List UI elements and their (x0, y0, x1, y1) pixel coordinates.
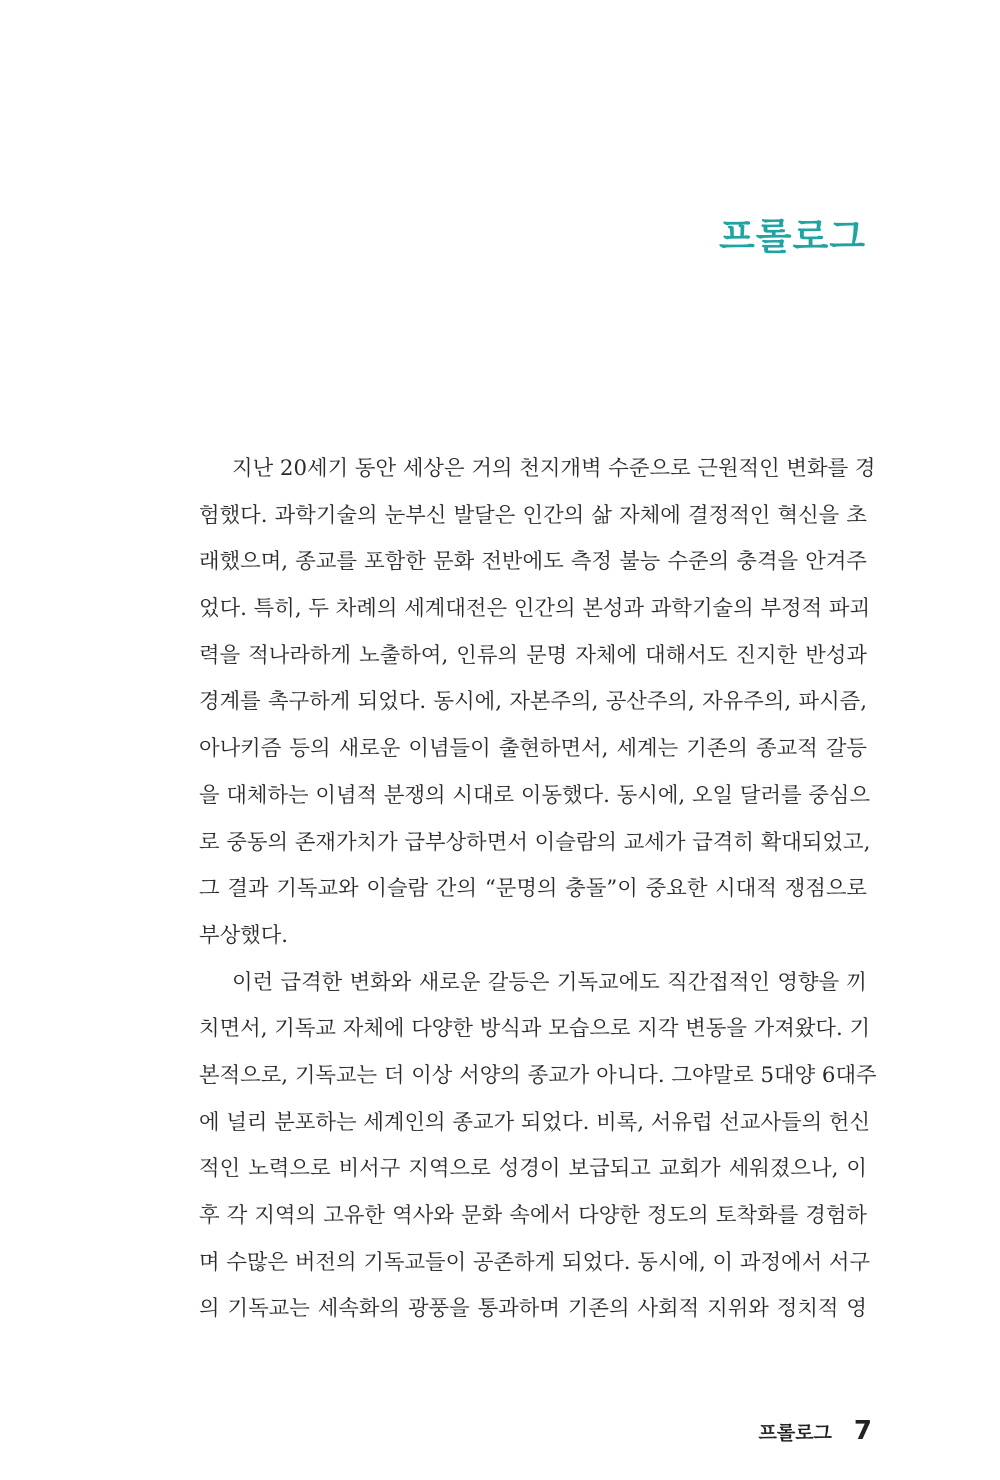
page-footer (758, 1416, 872, 1446)
text-line: 로 중동의 존재가치가 급부상하면서 이슬람의 교세가 급격히 확대되었고, (199, 829, 871, 855)
text-line: 치면서, 기독교 자체에 다양한 방식과 모습으로 지각 변동을 가져왔다. 기 (199, 1016, 871, 1042)
text-line: 에 널리 분포하는 세계인의 종교가 되었다. 비록, 서유럽 선교사들의 헌신 (199, 1109, 871, 1135)
text-line: 지난 20세기 동안 세상은 거의 천지개벽 수준으로 근원적인 변화를 경 (232, 456, 876, 481)
body-text (199, 446, 877, 1333)
text-line: 을 대체하는 이념적 분쟁의 시대로 이동했다. 동시에, 오일 달러를 중심으 (199, 782, 871, 808)
text-line: 부상했다. (199, 922, 289, 948)
text-line: 의 기독교는 세속화의 광풍을 통과하며 기존의 사회적 지위와 정치적 영 (199, 1296, 867, 1322)
text-line: 력을 적나라하게 노출하여, 인류의 문명 자체에 대해서도 진지한 반성과 (199, 642, 867, 668)
paragraph-2 (199, 960, 877, 1334)
text-line: 이런 급격한 변화와 새로운 갈등은 기독교에도 직간접적인 영향을 끼 (232, 969, 867, 995)
text-line: 험했다. 과학기술의 눈부신 발달은 인간의 삶 자체에 결정적인 혁신을 초 (199, 502, 867, 528)
chapter-title: 프롤로그 (719, 215, 866, 258)
text-line: 며 수많은 버전의 기독교들이 공존하게 되었다. 동시에, 이 과정에서 서구 (199, 1249, 871, 1275)
page-number: 7 (853, 1416, 872, 1446)
text-line: 래했으며, 종교를 포함한 문화 전반에도 측정 불능 수준의 충격을 안겨주 (199, 549, 867, 575)
text-line: 본적으로, 기독교는 더 이상 서양의 종교가 아니다. 그야말로 5대양 6대주 (199, 1062, 877, 1088)
text-line: 후 각 지역의 고유한 역사와 문화 속에서 다양한 정도의 토착화를 경험하 (199, 1203, 867, 1228)
text-line: 었다. 특히, 두 차례의 세계대전은 인간의 본성과 과학기술의 부정적 파괴 (199, 596, 871, 622)
text-line: 그 결과 기독교와 이슬람 간의 “문명의 충돌”이 중요한 시대적 쟁점으로 (199, 876, 867, 902)
text-line: 아나키즘 등의 새로운 이념들이 출현하면서, 세계는 기존의 종교적 갈등 (199, 736, 867, 762)
paragraph-1 (199, 446, 876, 960)
text-line: 적인 노력으로 비서구 지역으로 성경이 보급되고 교회가 세워졌으나, 이 (199, 1156, 867, 1182)
running-head: 프롤로그 (758, 1422, 832, 1444)
text-line: 경계를 촉구하게 되었다. 동시에, 자본주의, 공산주의, 자유주의, 파시즘, (199, 689, 867, 715)
